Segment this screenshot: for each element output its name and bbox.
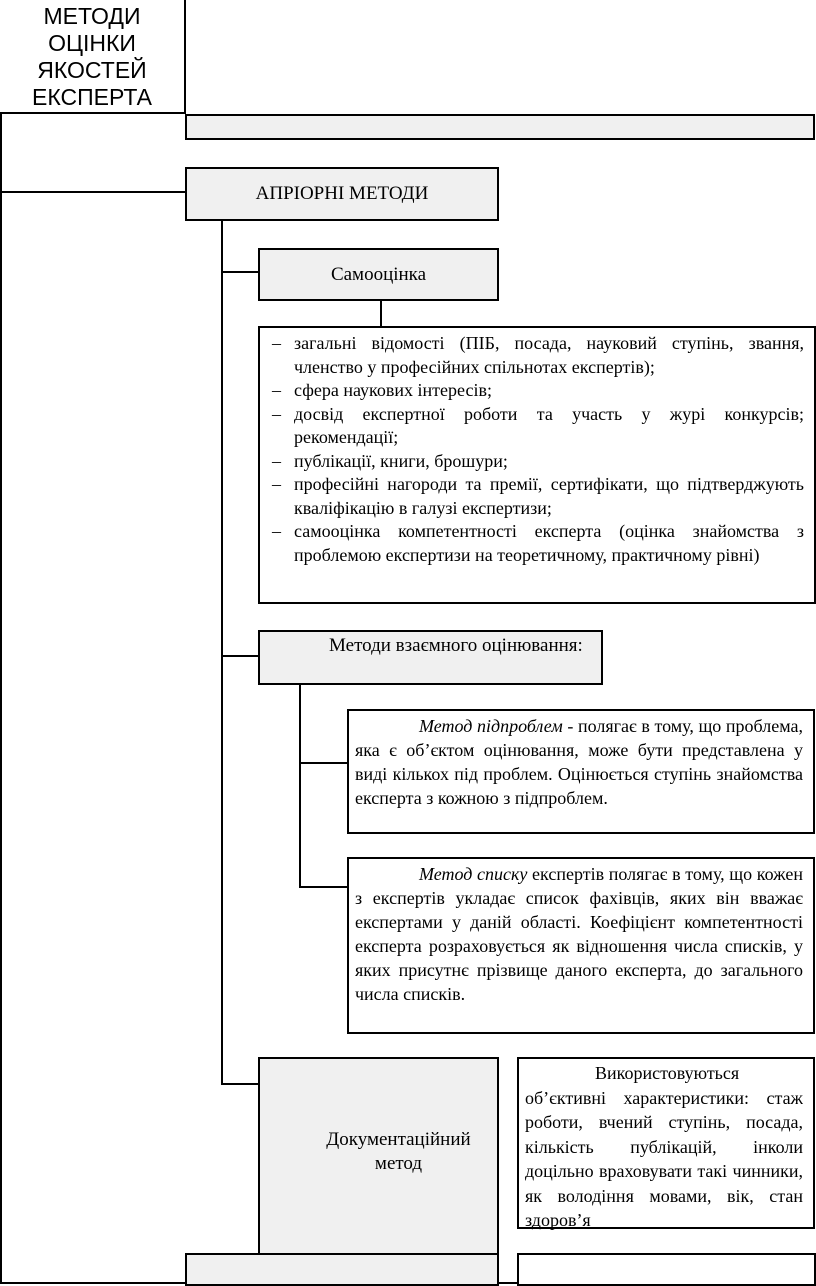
connector-mutual [221, 655, 259, 657]
subproblem-method-box [347, 709, 815, 834]
list-item: – професійні нагороди та премії, сертифікати, що підтверджують кваліфікацію в галузі експертизи; [268, 473, 804, 520]
a-priori-methods-label: АПРІОРНІ МЕТОДИ [255, 183, 429, 204]
connector-self-assessment-list [380, 301, 382, 326]
list-method-text: експертів полягає в тому, що кожен з експертів укладає список фахівців, яких він вважає експертами у даній області. Коефіцієнт компетентності експерта розраховується як відношення числа списків, у яких присутнє прізвище даного експерта, до загального числа списків. [355, 864, 803, 1004]
connector-trunk [221, 221, 223, 1085]
header-bar [185, 114, 815, 140]
list-method-term: Метод списку [419, 864, 528, 884]
bottom-right-box [517, 1253, 816, 1286]
connector-documentation [221, 1083, 259, 1085]
list-item: – загальні відомості (ПІБ, посада, науковий ступінь, звання, членство у професійних спільнотах експертів); [268, 332, 804, 379]
mutual-evaluation-box [258, 630, 603, 685]
connector-mutual-trunk [299, 685, 301, 888]
mutual-evaluation-label: Методи взаємного оцінювання: [329, 635, 583, 656]
connector-self-assessment [221, 271, 259, 273]
self-assessment-box [258, 248, 499, 301]
connector-subproblem [299, 762, 348, 764]
list-method-box [347, 857, 815, 1034]
list-item: – публікації, книги, брошури; [268, 450, 804, 474]
documentation-description-box [517, 1057, 815, 1229]
a-priori-methods-box [185, 167, 499, 221]
diagram-title [0, 0, 186, 114]
outer-frame-left [0, 112, 2, 1284]
subproblem-method-term: Метод підпроблем [419, 716, 563, 736]
connector-list-method [299, 886, 348, 888]
documentation-description: Використовуються об’єктивні характеристики: стаж роботи, вчений ступінь, посада, кількість публікацій, інколи доцільно враховувати такі чинники, як володіння мовами, вік, стан здоров’я [525, 1063, 803, 1230]
list-item: – досвід експертної роботи та участь у журі конкурсів; рекомендації; [268, 403, 804, 450]
bottom-left-box [185, 1253, 499, 1286]
subproblem-method-text: - полягає в тому, що проблема, яка є об’єктом оцінювання, може бути представлена у виді кількох під проблем. Оцінюється ступінь знайомства експерта з кожною з підпроблем. [355, 716, 803, 808]
documentation-method-box [258, 1057, 499, 1257]
self-assessment-label: Самооцінка [330, 263, 427, 285]
self-assessment-list [258, 326, 816, 604]
list-item: – самооцінка компетентності експерта (оцінка знайомства з проблемою експертизи на теоретичному, практичному рівні) [268, 520, 804, 567]
connector-a-priori [0, 191, 186, 193]
title-line-3: ЯКОСТЕЙ [37, 57, 147, 83]
documentation-method-label: Документаційний метод [326, 1129, 471, 1174]
list-item: – сфера наукових інтересів; [268, 379, 804, 403]
title-line-2: ОЦІНКИ [48, 30, 136, 56]
title-line-1: МЕТОДИ [43, 3, 141, 29]
title-line-4: ЕКСПЕРТА [32, 84, 152, 110]
